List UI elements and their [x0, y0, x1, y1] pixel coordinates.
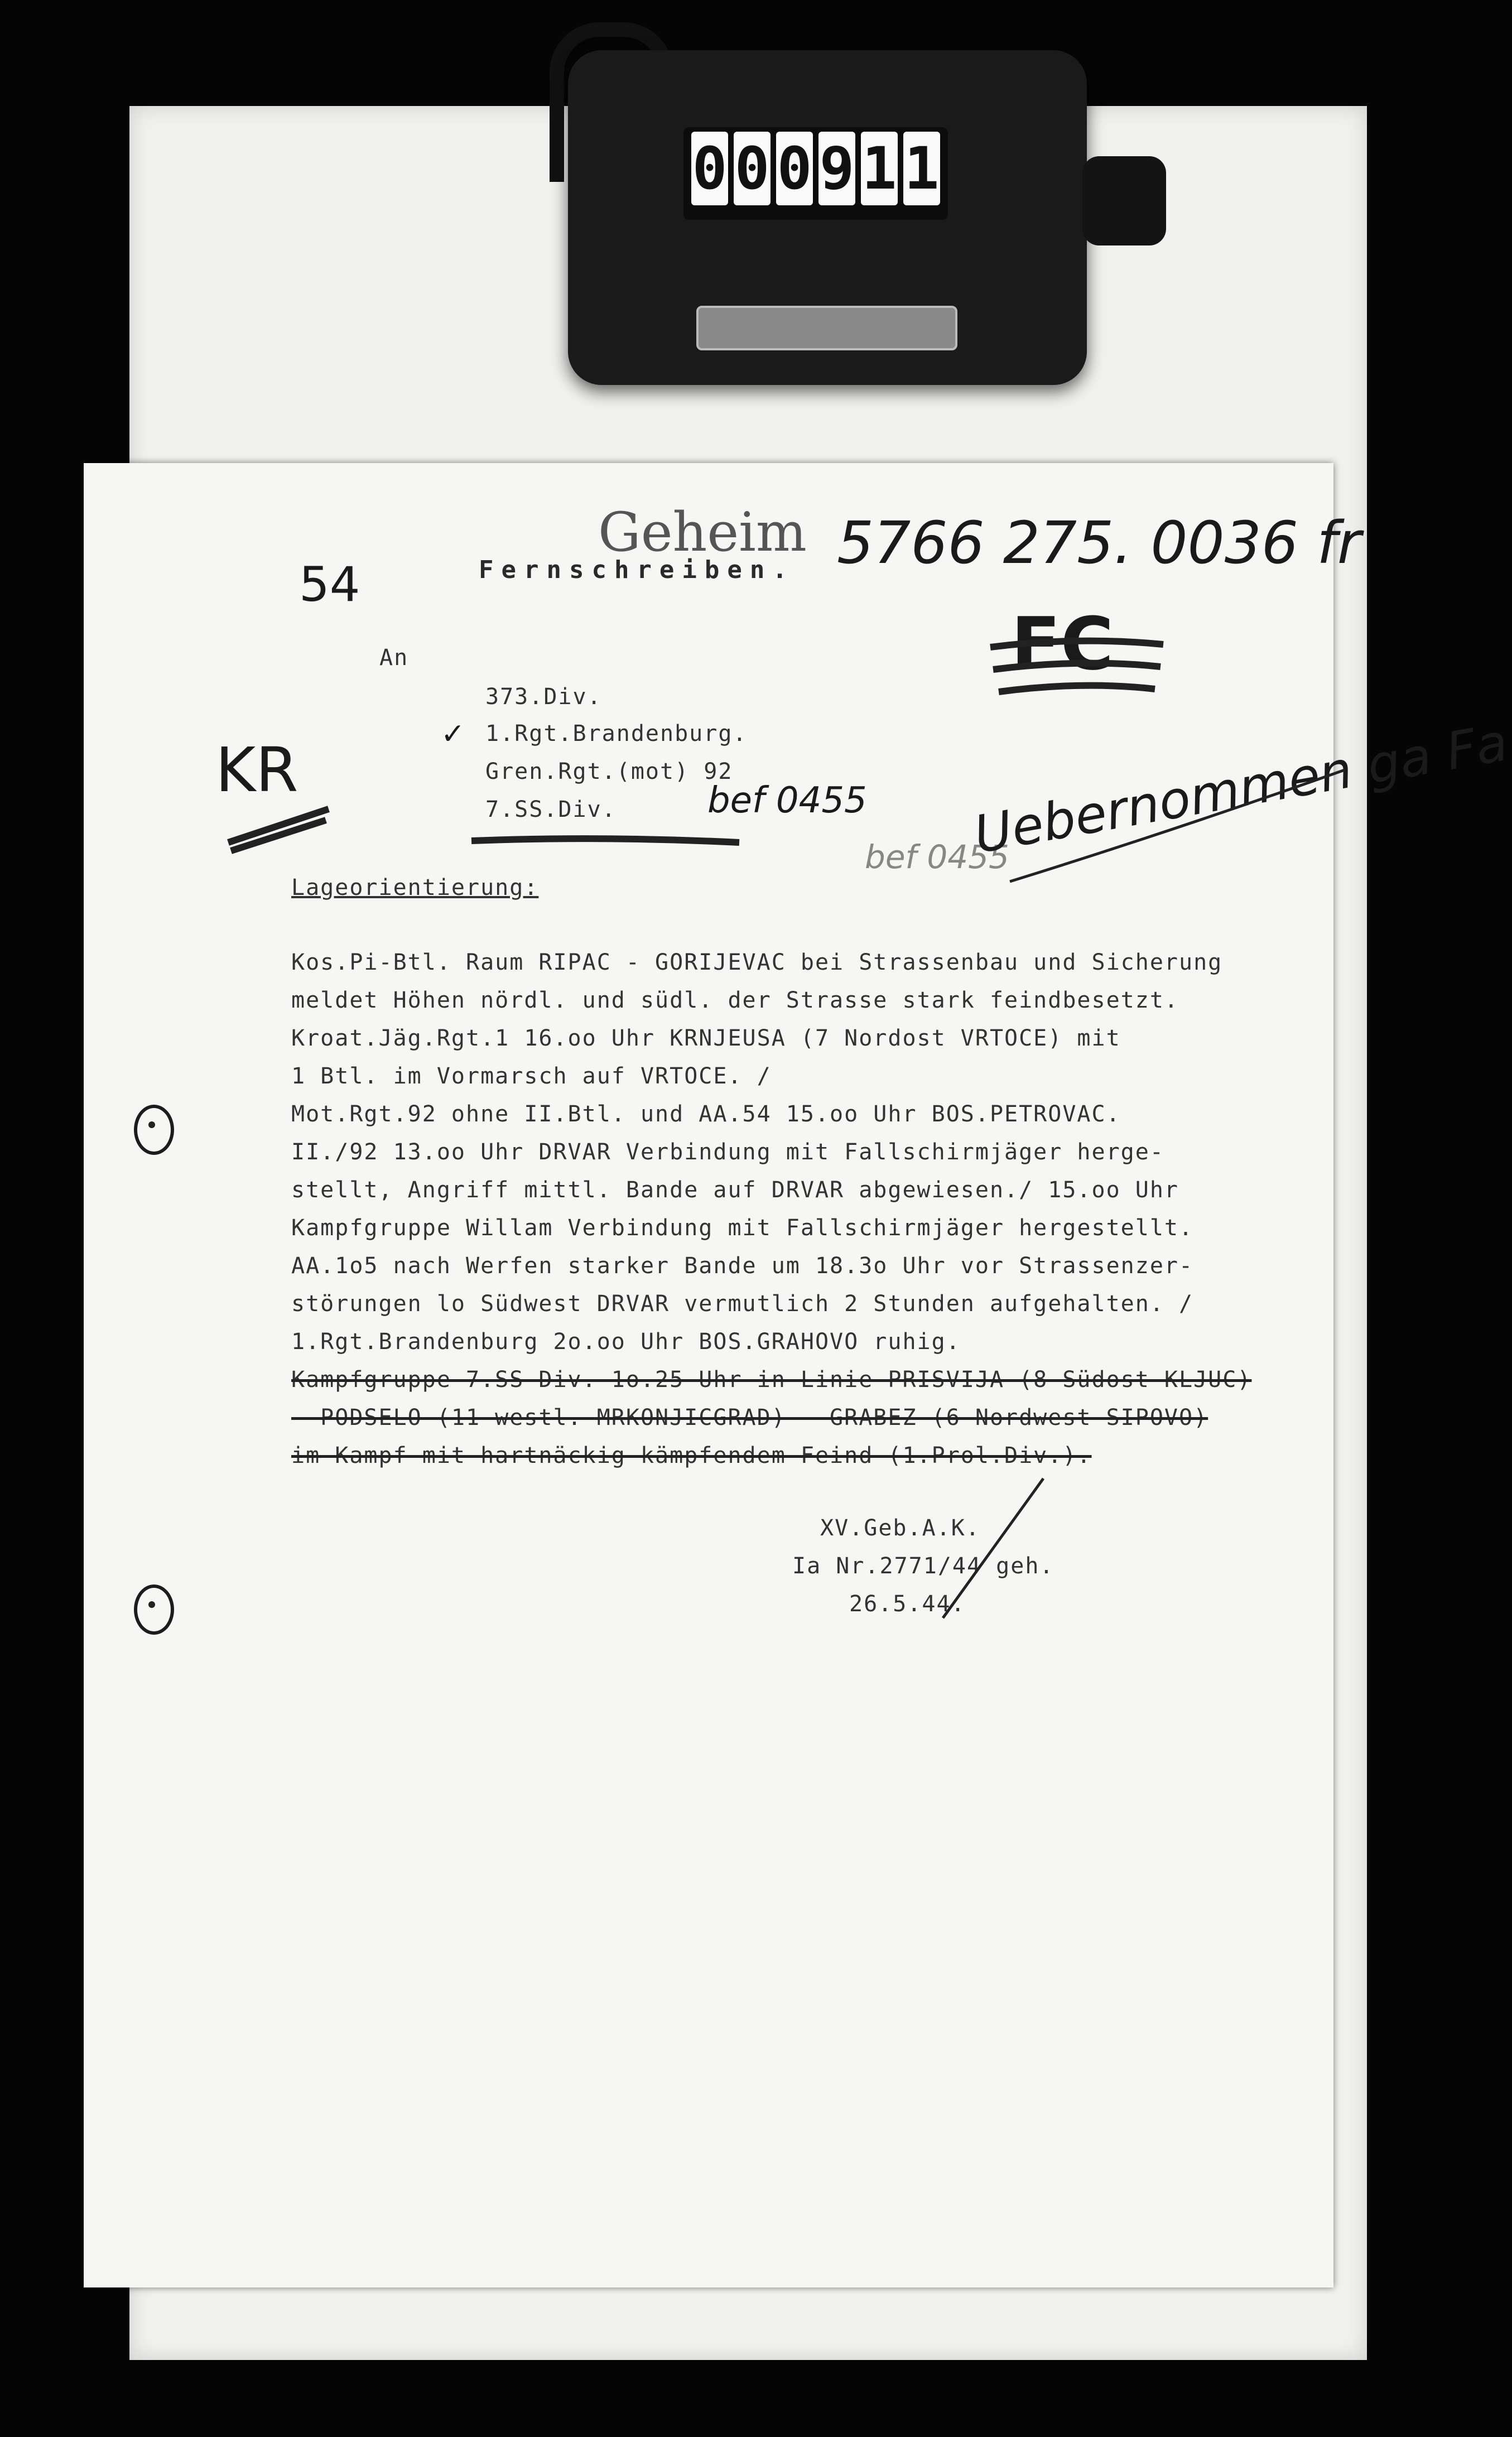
section-heading: Lageorientierung:	[291, 875, 539, 900]
recipient-item: 1.Rgt.Brandenburg.	[485, 721, 748, 746]
struck-line: Kampfgruppe 7.SS-Div. 1o.25 Uhr in Linie PRISVIJA (8 Südost KLJUC)	[291, 1367, 1252, 1393]
counter-digit: 0	[734, 132, 771, 205]
counter-digit: 0	[691, 132, 728, 205]
punch-dot	[148, 1601, 155, 1608]
body-line: stellt, Angriff mittl. Bande auf DRVAR abgewiesen./ 15.oo Uhr	[291, 1177, 1179, 1203]
kr-underline	[225, 798, 331, 854]
recipient-item: 373.Div.	[485, 684, 602, 710]
struck-line: im Kampf mit hartnäckig kämpfendem Feind (1.Prol.Div.).	[291, 1443, 1092, 1468]
scrawl-stroke	[1004, 764, 1350, 887]
recipient-item: Gren.Rgt.(mot) 92	[485, 759, 733, 784]
body-line: 1.Rgt.Brandenburg 2o.oo Uhr BOS.GRAHOVO ruhig.	[291, 1329, 961, 1355]
body-line: Kos.Pi-Btl. Raum RIPAC - GORIJEVAC bei Strassenbau und Sicherung	[291, 950, 1223, 975]
bef-note: bef 0455	[707, 780, 867, 821]
check-mark: ✓	[441, 717, 465, 751]
body-line: störungen lo Südwest DRVAR vermutlich 2 Stunden aufgehalten. /	[291, 1291, 1194, 1317]
handwritten-reference: 5766 275. 0036 fr	[837, 509, 1361, 577]
punch-dot	[148, 1121, 155, 1128]
signature-unit: XV.Geb.A.K.	[820, 1515, 980, 1541]
body-line: Kampfgruppe Willam Verbindung mit Fallschirmjäger hergestellt.	[291, 1215, 1194, 1241]
recipient-item: 7.SS.Div.	[485, 797, 617, 822]
underline-mark	[469, 832, 742, 849]
document-title: Fernschreiben.	[479, 556, 795, 584]
body-line: meldet Höhen nördl. und südl. der Strasse stark feindbesetzt.	[291, 988, 1179, 1013]
body-line: Mot.Rgt.92 ohne II.Btl. und AA.54 15.oo Uhr BOS.PETROVAC.	[291, 1101, 1121, 1127]
counter-digit: 1	[861, 132, 898, 205]
counter-digits	[683, 127, 948, 220]
signature-date: 26.5.44.	[849, 1591, 966, 1617]
faint-note: bef 0455	[865, 838, 1009, 876]
page-number: 54	[299, 557, 360, 613]
body-line: 1 Btl. im Vormarsch auf VRTOCE. /	[291, 1063, 772, 1089]
geheim-stamp: Geheim	[598, 501, 807, 564]
body-line: Kroat.Jäg.Rgt.1 16.oo Uhr KRNJEUSA (7 Nordost VRTOCE) mit	[291, 1025, 1121, 1051]
punch-hole	[134, 1584, 174, 1635]
counter-digit: 0	[776, 132, 813, 205]
body-line: AA.1o5 nach Werfen starker Bande um 18.3o Uhr vor Strassenzer-	[291, 1253, 1194, 1279]
recipient-label: An	[379, 645, 409, 671]
fc-strike	[988, 630, 1166, 703]
counter-digit: 9	[818, 132, 855, 205]
document-sheet	[84, 463, 1512, 2287]
initial-scrawl: Uebernommen ga Fa	[970, 712, 1512, 865]
counter-nameplate	[696, 306, 957, 350]
signature-reference: Ia Nr.2771/44 geh.	[792, 1553, 1054, 1579]
counter-digit: 1	[903, 132, 940, 205]
body-line: II./92 13.oo Uhr DRVAR Verbindung mit Fallschirmjäger herge-	[291, 1139, 1164, 1165]
struck-line: - PODSELO (11 westl. MRKONJICGRAD) - GRABEZ (6 Nordwest SIPOVO)	[291, 1405, 1208, 1431]
fc-mark: FC	[1011, 601, 1114, 686]
counter-knob	[1082, 156, 1166, 245]
punch-hole	[134, 1105, 174, 1155]
kr-mark: KR	[215, 734, 298, 806]
signature-stroke	[932, 1473, 1054, 1624]
